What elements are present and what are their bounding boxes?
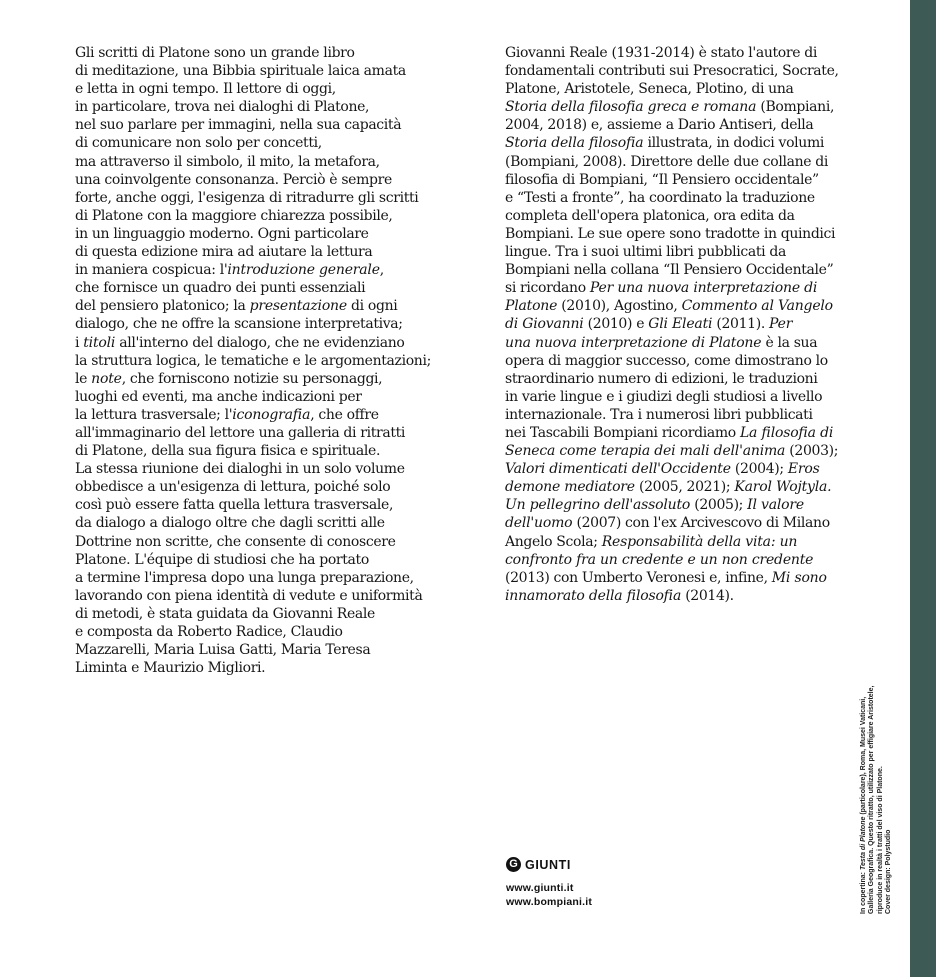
text-line: filosofia di Bompiani, “Il Pensiero occidentale” [505, 171, 819, 188]
text-line: Seneca come terapia dei mali dell'anima (2003); [505, 443, 839, 460]
text-line: Storia della filosofia greca e romana (Bompiani, [505, 99, 835, 116]
text-line: Storia della filosofia illustrata, in dodici volumi [505, 135, 825, 152]
text-line: internazionale. Tra i numerosi libri pubblicati [505, 406, 813, 423]
text-line: Un pellegrino dell'assoluto (2005); Il valore [505, 497, 804, 514]
text-line: si ricordano Per una nuova interpretazione di [505, 280, 818, 297]
text-line: Valori dimenticati dell'Occidente (2004); Eros [505, 461, 820, 478]
text-line: lingue. Tra i suoi ultimi libri pubblicati da [505, 244, 786, 261]
publisher-urls [506, 882, 592, 909]
text-line: Cover design: Polystudio [884, 829, 892, 914]
text-line: del pensiero platonico; la presentazione di ogni [75, 298, 398, 315]
text-line: di Giovanni (2010) e Gli Eleati (2011). Per [505, 316, 793, 333]
text-line: nel suo parlare per immagini, nella sua capacità [75, 117, 402, 134]
text-line: Giovanni Reale (1931-2014) è stato l'autore di [505, 45, 817, 61]
text-line: Angelo Scola; Responsabilità della vita: un [505, 533, 798, 550]
text-line: Bompiani nella collana “Il Pensiero Occidentale” [505, 262, 834, 279]
text-line: lavorando con piena identità di vedute e uniformità [75, 587, 423, 604]
text-line: fondamentali contributi sui Presocratici, Socrate, [505, 63, 839, 80]
text-line: ma attraverso il simbolo, il mito, la metafora, [75, 153, 380, 170]
text-line: così può essere fatta quella lettura trasversale, [75, 497, 394, 514]
edition-description-text [75, 44, 431, 677]
text-line: Platone. L'équipe di studiosi che ha portato [75, 551, 369, 568]
giunti-url: www.giunti.it [506, 882, 574, 894]
text-line: di Platone con la maggiore chiarezza possibile, [75, 207, 393, 224]
text-line: nei Tascabili Bompiani ricordiamo La filosofia di [505, 424, 834, 441]
text-line: le note, che forniscono notizie su personaggi, [75, 370, 383, 387]
text-line: in particolare, trova nei dialoghi di Platone, [75, 99, 370, 116]
text-line: innamorato della filosofia (2014). [505, 587, 734, 604]
text-line: i titoli all'interno del dialogo, che ne evidenziano [75, 334, 405, 351]
giunti-logo-wordmark: GIUNTI [525, 857, 571, 872]
text-line: (2013) con Umberto Veronesi e, infine, Mi sono [505, 569, 827, 586]
text-line: e composta da Roberto Radice, Claudio [75, 624, 343, 640]
text-line: In copertina: Testa di Platone (particolare), Roma, Musei Vaticani, [860, 696, 867, 914]
text-line: dell'uomo (2007) con l'ex Arcivescovo di Milano [505, 515, 830, 532]
text-line: (Bompiani, 2008). Direttore delle due collane di [505, 153, 829, 170]
bompiani-url: www.bompiani.it [506, 895, 593, 908]
text-line: Platone (2010), Agostino, Commento al Vangelo [505, 298, 833, 315]
text-line: una nuova interpretazione di Platone è la sua [505, 334, 818, 351]
text-line: obbedisce a un'esigenza di lettura, poiché solo [75, 479, 391, 496]
text-line: Platone, Aristotele, Seneca, Plotino, di una [505, 81, 794, 98]
author-bio-text [505, 44, 877, 605]
cover-credit-note [860, 648, 893, 914]
text-line: la lettura trasversale; l'iconografia, che offre [75, 406, 379, 423]
text-line: in maniera cospicua: l'introduzione generale, [75, 262, 384, 279]
text-line: straordinario numero di edizioni, le traduzioni [505, 370, 818, 387]
text-line: Galleria Geografica. Questo ritratto, utilizzato per effigiare Aristotele, [868, 685, 876, 914]
text-line: in un linguaggio moderno. Ogni particolare [75, 225, 369, 242]
text-line: Mazzarelli, Maria Luisa Gatti, Maria Teresa [75, 642, 371, 659]
text-line: di Platone, della sua figura fisica e spirituale. [75, 443, 381, 460]
text-line: confronto fra un credente e un non credente [505, 551, 814, 568]
text-line: in varie lingue e i giudizi degli studiosi a livello [505, 388, 823, 405]
text-line: che fornisce un quadro dei punti essenziali [75, 280, 366, 297]
text-line: all'immaginario del lettore una galleria di ritratti [75, 424, 406, 441]
text-line: di metodi, è stata guidata da Giovanni Reale [75, 605, 375, 622]
text-line: demone mediatore (2005, 2021); Karol Wojtyla. [505, 479, 832, 496]
text-line: a termine l'impresa dopo una lunga preparazione, [75, 569, 414, 586]
text-line: Gli scritti di Platone sono un grande libro [75, 45, 355, 61]
text-line: di questa edizione mira ad aiutare la lettura [75, 244, 373, 261]
giunti-logo [506, 857, 592, 872]
giunti-logo-icon: G [506, 857, 521, 872]
text-line: di meditazione, una Bibbia spirituale laica amata [75, 63, 406, 80]
spine-strip [910, 0, 936, 977]
text-line: completa dell'opera platonica, ora edita da [505, 207, 795, 224]
text-line: dialogo, che ne offre la scansione interpretativa; [75, 316, 403, 333]
text-line: opera di maggior successo, come dimostrano lo [505, 352, 828, 369]
text-line: Bompiani. Le sue opere sono tradotte in quindici [505, 225, 836, 242]
text-line: e “Testi a fronte”, ha coordinato la traduzione [505, 189, 815, 206]
text-line: riproduce in realtà i tratti del viso di Platone. [876, 766, 884, 914]
text-line: luoghi ed eventi, ma anche indicazioni per [75, 388, 362, 405]
text-line: Liminta e Maurizio Migliori. [75, 660, 266, 677]
text-line: di comunicare non solo per concetti, [75, 135, 322, 152]
text-line: da dialogo a dialogo oltre che dagli scritti alle [75, 515, 385, 532]
text-line: e letta in ogni tempo. Il lettore di oggi, [75, 81, 336, 98]
text-line: Dottrine non scritte, che consente di conoscere [75, 533, 396, 550]
text-line: la struttura logica, le tematiche e le argomentazioni; [75, 352, 431, 369]
publisher-block [506, 857, 592, 909]
text-line: una coinvolgente consonanza. Perciò è sempre [75, 171, 392, 188]
text-line: forte, anche oggi, l'esigenza di ritradurre gli scritti [75, 189, 419, 206]
text-line: 2004, 2018) e, assieme a Dario Antiseri, della [505, 117, 814, 134]
text-line: La stessa riunione dei dialoghi in un solo volume [75, 461, 405, 478]
